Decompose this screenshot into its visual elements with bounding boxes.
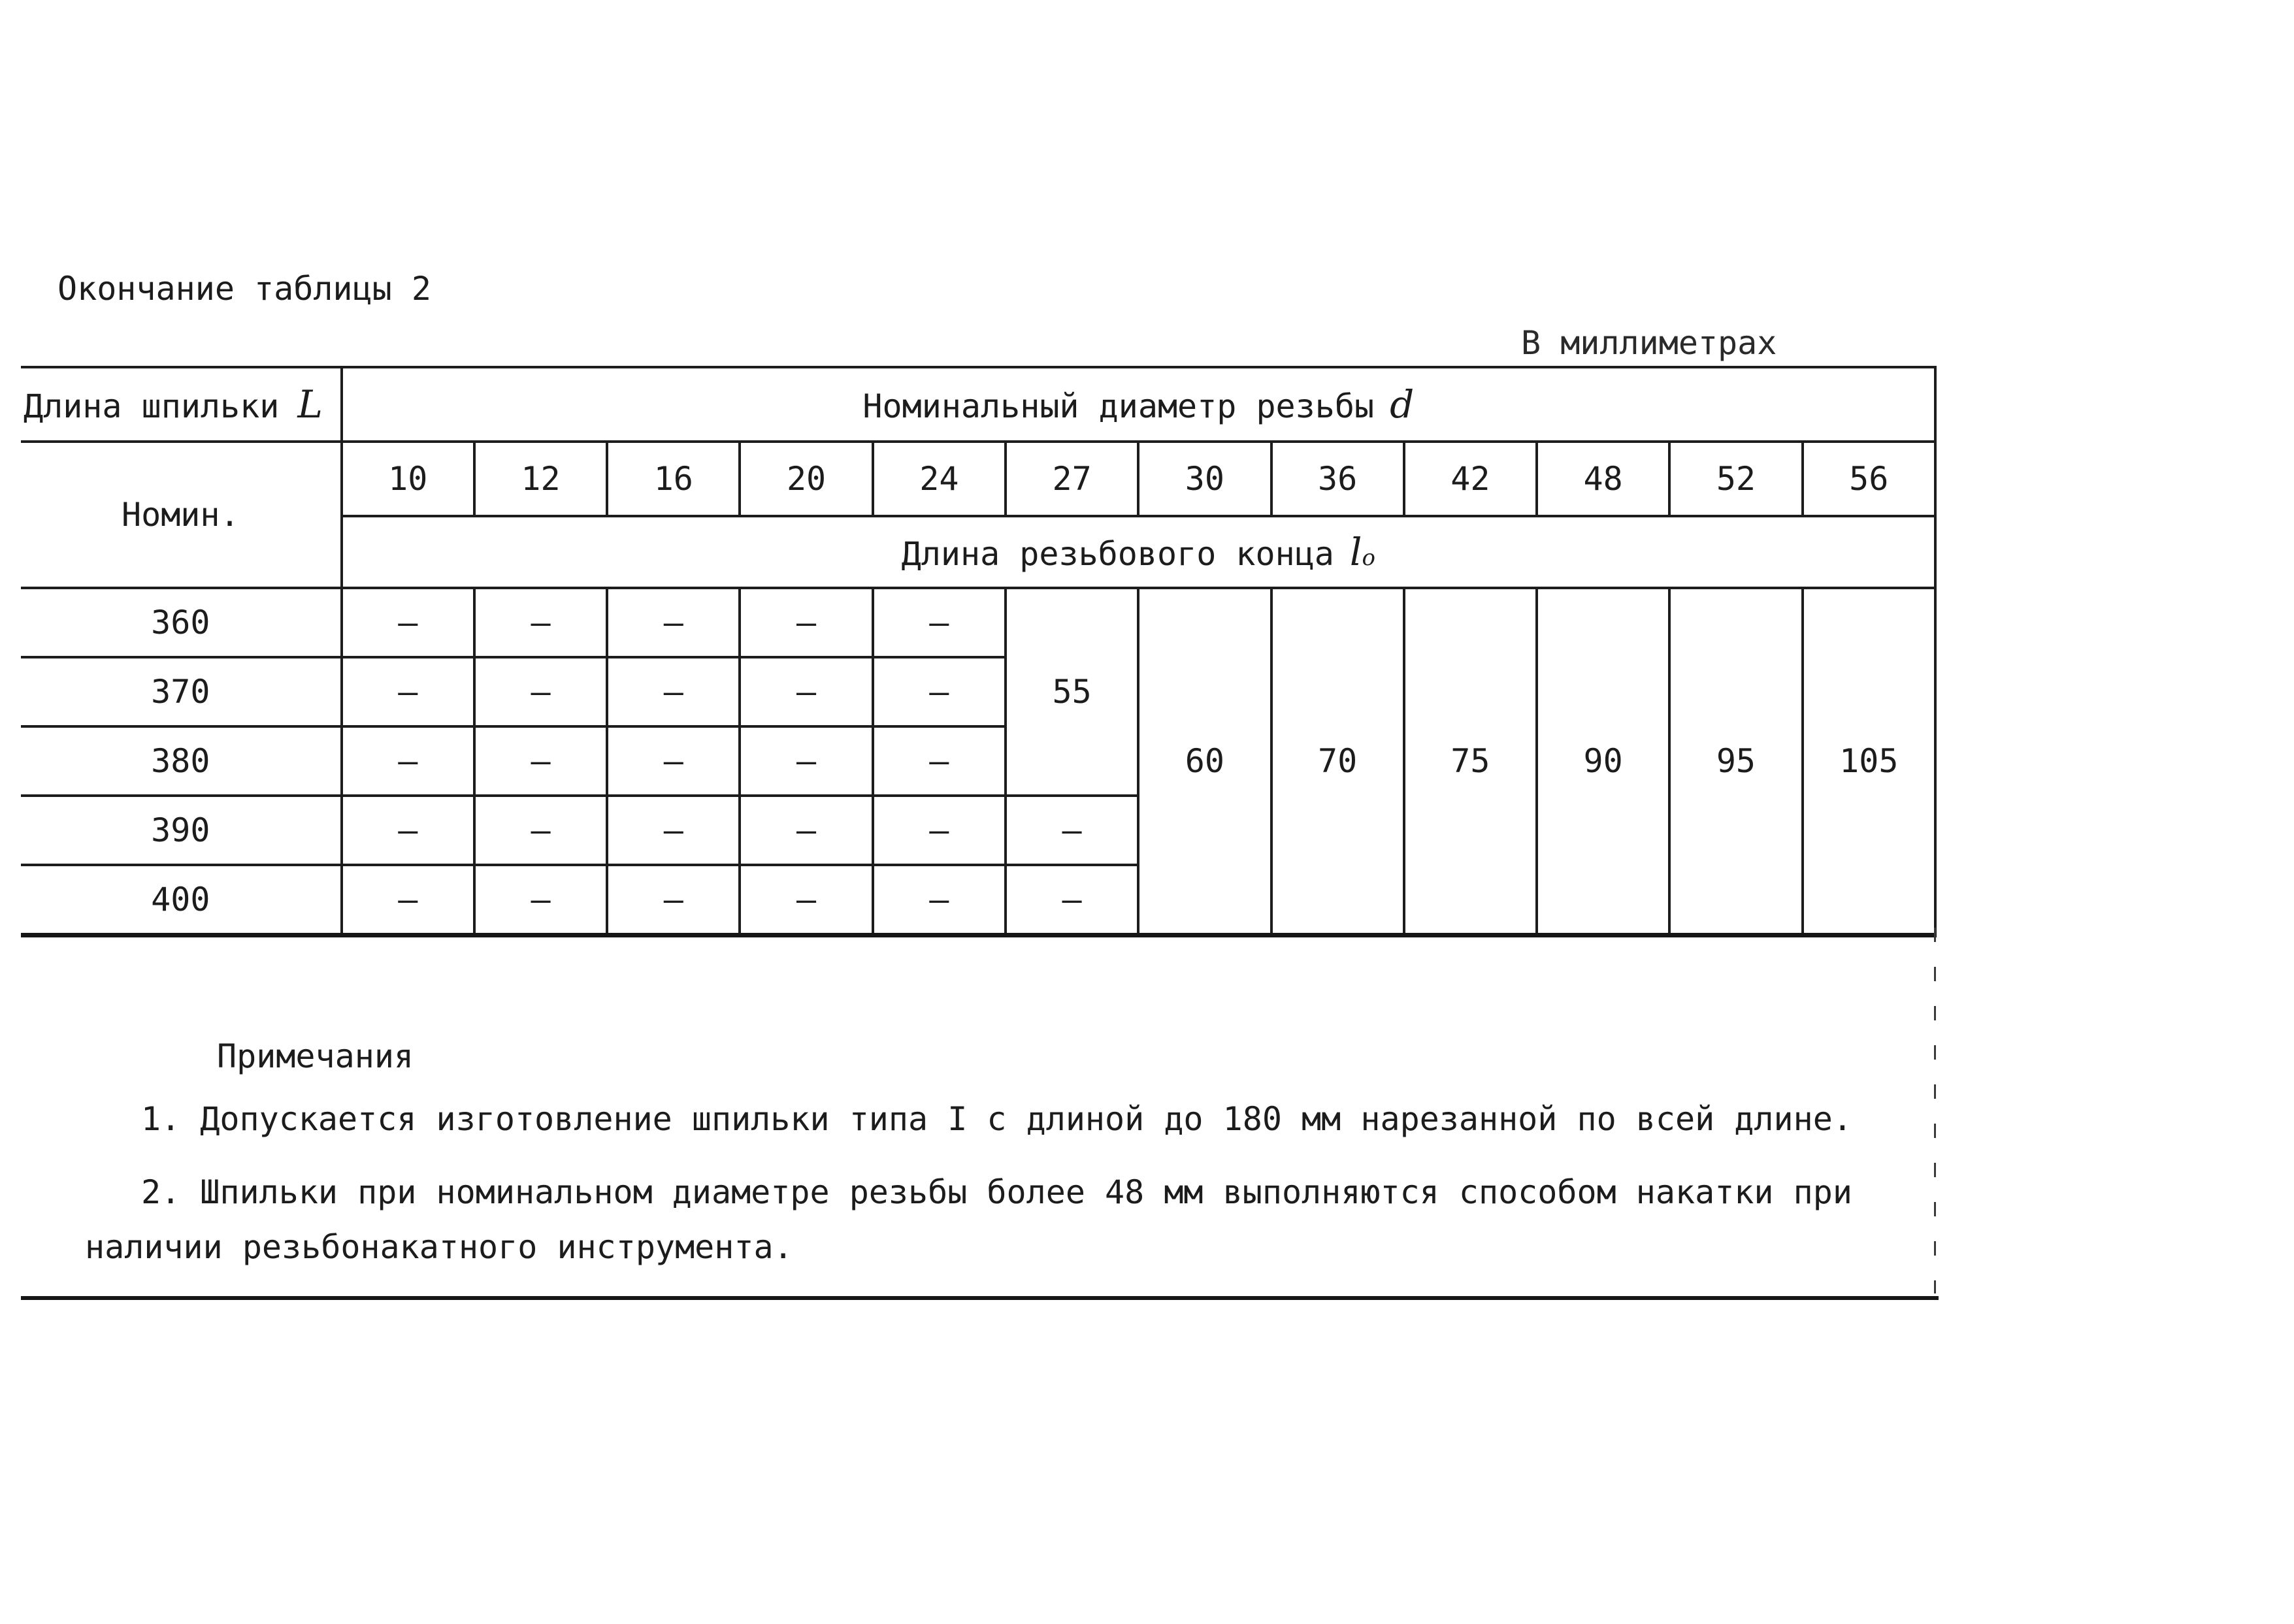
units-label: В миллиметрах xyxy=(1521,324,1777,362)
note-2-line-1: 2. Шпильки при номинальном диаметре резьбы более 48 мм выполняются способом накатки при xyxy=(141,1173,1852,1211)
note-2-line-2: наличии резьбонакатного инструмента. xyxy=(85,1228,793,1266)
length-cell: 380 xyxy=(21,726,342,796)
dash-cell: – xyxy=(474,657,607,726)
dash-cell: – xyxy=(342,865,474,935)
diameter-cell: 16 xyxy=(607,442,740,516)
diameter-cell: 48 xyxy=(1537,442,1669,516)
dash-cell: – xyxy=(740,726,872,796)
dash-cell: – xyxy=(607,726,740,796)
stud-length-label: Длина шпильки xyxy=(24,387,280,425)
dash-cell: – xyxy=(873,588,1006,657)
dash-cell: – xyxy=(607,657,740,726)
merged-value-cell: 90 xyxy=(1537,588,1669,935)
diameter-cell: 24 xyxy=(873,442,1006,516)
dash-cell: – xyxy=(607,588,740,657)
diameter-cell: 56 xyxy=(1803,442,1935,516)
dash-cell: – xyxy=(342,726,474,796)
merged-value-cell: 75 xyxy=(1404,588,1537,935)
stud-length-header xyxy=(21,367,342,442)
diameter-cell: 36 xyxy=(1271,442,1404,516)
dash-cell: – xyxy=(474,726,607,796)
bottom-rule xyxy=(21,1296,1939,1300)
dash-cell: – xyxy=(873,865,1006,935)
dash-cell: – xyxy=(873,796,1006,865)
diameter-cell: 12 xyxy=(474,442,607,516)
table-caption: Окончание таблицы 2 xyxy=(57,270,431,308)
diameter-symbol: d xyxy=(1390,382,1415,427)
dash-cell: – xyxy=(607,796,740,865)
thread-length-header xyxy=(342,516,1935,588)
dash-cell: – xyxy=(474,865,607,935)
length-cell: 390 xyxy=(21,796,342,865)
length-cell: 370 xyxy=(21,657,342,726)
dash-cell: – xyxy=(342,796,474,865)
dash-cell: – xyxy=(1006,796,1138,865)
dash-cell: – xyxy=(740,588,872,657)
dash-cell: – xyxy=(342,588,474,657)
length-cell: 360 xyxy=(21,588,342,657)
diameter-cell: 52 xyxy=(1669,442,1802,516)
merged-value-cell: 95 xyxy=(1669,588,1802,935)
merged-value-cell: 105 xyxy=(1803,588,1935,935)
dash-cell: – xyxy=(873,726,1006,796)
dash-cell: – xyxy=(474,796,607,865)
dash-cell: – xyxy=(740,865,872,935)
stud-length-table xyxy=(21,366,1937,937)
nominal-header: Номин. xyxy=(21,442,342,588)
dash-cell: – xyxy=(740,796,872,865)
length-cell: 400 xyxy=(21,865,342,935)
merged-value-cell: 60 xyxy=(1138,588,1271,935)
diameter-cell: 30 xyxy=(1138,442,1271,516)
stud-length-symbol: L xyxy=(297,382,323,427)
thread-length-symbol: lo xyxy=(1349,530,1375,574)
diameter-header-label: Номинальный диаметр резьбы xyxy=(862,387,1375,425)
diameter-cell: 42 xyxy=(1404,442,1537,516)
margin-dashed-line xyxy=(1934,928,1936,1293)
dash-cell: – xyxy=(1006,865,1138,935)
dash-cell: – xyxy=(607,865,740,935)
diameter-cell: 27 xyxy=(1006,442,1138,516)
diameter-cell: 10 xyxy=(342,442,474,516)
dash-cell: – xyxy=(474,588,607,657)
merged-value-cell: 70 xyxy=(1271,588,1404,935)
d27-value-cell: 55 xyxy=(1006,588,1138,796)
thread-length-subscript: o xyxy=(1362,545,1375,571)
table-row xyxy=(21,588,1935,657)
thread-length-label: Длина резьбового конца xyxy=(901,535,1334,573)
diameter-cell: 20 xyxy=(740,442,872,516)
dash-cell: – xyxy=(342,657,474,726)
note-1: 1. Допускается изготовление шпильки типа I с длиной до 180 мм нарезанной по всей длине. xyxy=(141,1100,1852,1138)
notes-title: Примечания xyxy=(217,1037,414,1075)
diameter-header xyxy=(342,367,1935,442)
dash-cell: – xyxy=(740,657,872,726)
dash-cell: – xyxy=(873,657,1006,726)
